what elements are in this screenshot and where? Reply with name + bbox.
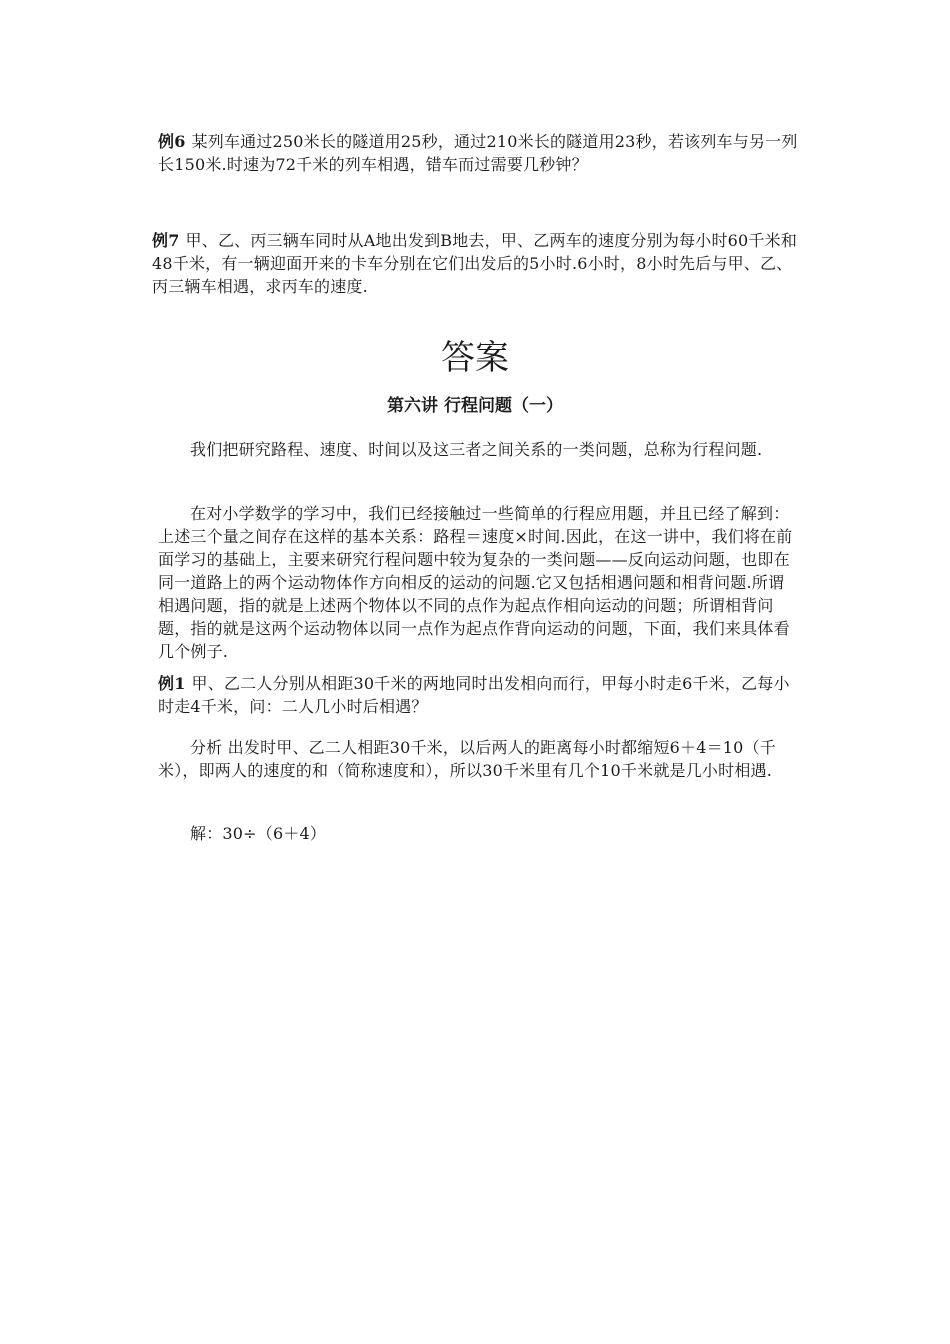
example-6-text: 某列车通过250米长的隧道用25秒，通过210米长的隧道用23秒，若该列车与另一列长150米.时速为72千米的列车相遇，错车而过需要几秒钟？ bbox=[158, 132, 798, 174]
intro-paragraph-1: 我们把研究路程、速度、时间以及这三者之间关系的一类问题，总称为行程问题. bbox=[190, 440, 763, 459]
lecture-subtitle: 第六讲 行程问题（一） bbox=[387, 396, 563, 416]
analysis-paragraph: 分析 出发时甲、乙二人相距30千米，以后两人的距离每小时都缩短6＋4＝10（千米），即两人的速度的和（简称速度和），所以30千米里有几个10千米就是几小时相遇. bbox=[158, 738, 776, 780]
example-6 bbox=[158, 130, 798, 176]
example-1 bbox=[158, 672, 798, 718]
intro-paragraph-2: 在对小学数学的学习中，我们已经接触过一些简单的行程应用题，并且已经了解到：上述三个量之间存在这样的基本关系：路程＝速度×时间.因此，在这一讲中，我们将在前面学习的基础上，主要来研究行程问题中较为复杂的一类问题——反向运动问题，也即在同一道路上的两个运动物体作方向相反的运动的问题.它又包括相遇问题和相背问题.所谓相遇问题，指的就是上述两个物体以不同的点作为起点作相向运动的问题；所谓相背问题，指的就是这两个运动物体以同一点作为起点作背向运动的问题，下面，我们来具体看几个例子. bbox=[158, 504, 793, 661]
example-6-label: 例6 bbox=[158, 132, 186, 151]
example-7 bbox=[152, 229, 802, 298]
answer-title: 答案 bbox=[441, 338, 509, 378]
solution-line: 解：30÷（6＋4） bbox=[190, 824, 327, 843]
example-7-label: 例7 bbox=[152, 231, 180, 250]
example-1-text: 甲、乙二人分别从相距30千米的两地同时出发相向而行，甲每小时走6千米，乙每小时走4千米，问：二人几小时后相遇？ bbox=[158, 674, 790, 716]
example-7-text: 甲、乙、丙三辆车同时从A地出发到B地去，甲、乙两车的速度分别为每小时60千米和48千米，有一辆迎面开来的卡车分别在它们出发后的5小时.6小时，8小时先后与甲、乙、丙三辆车相遇，求丙车的速度. bbox=[152, 231, 798, 296]
example-1-label: 例1 bbox=[158, 674, 186, 693]
